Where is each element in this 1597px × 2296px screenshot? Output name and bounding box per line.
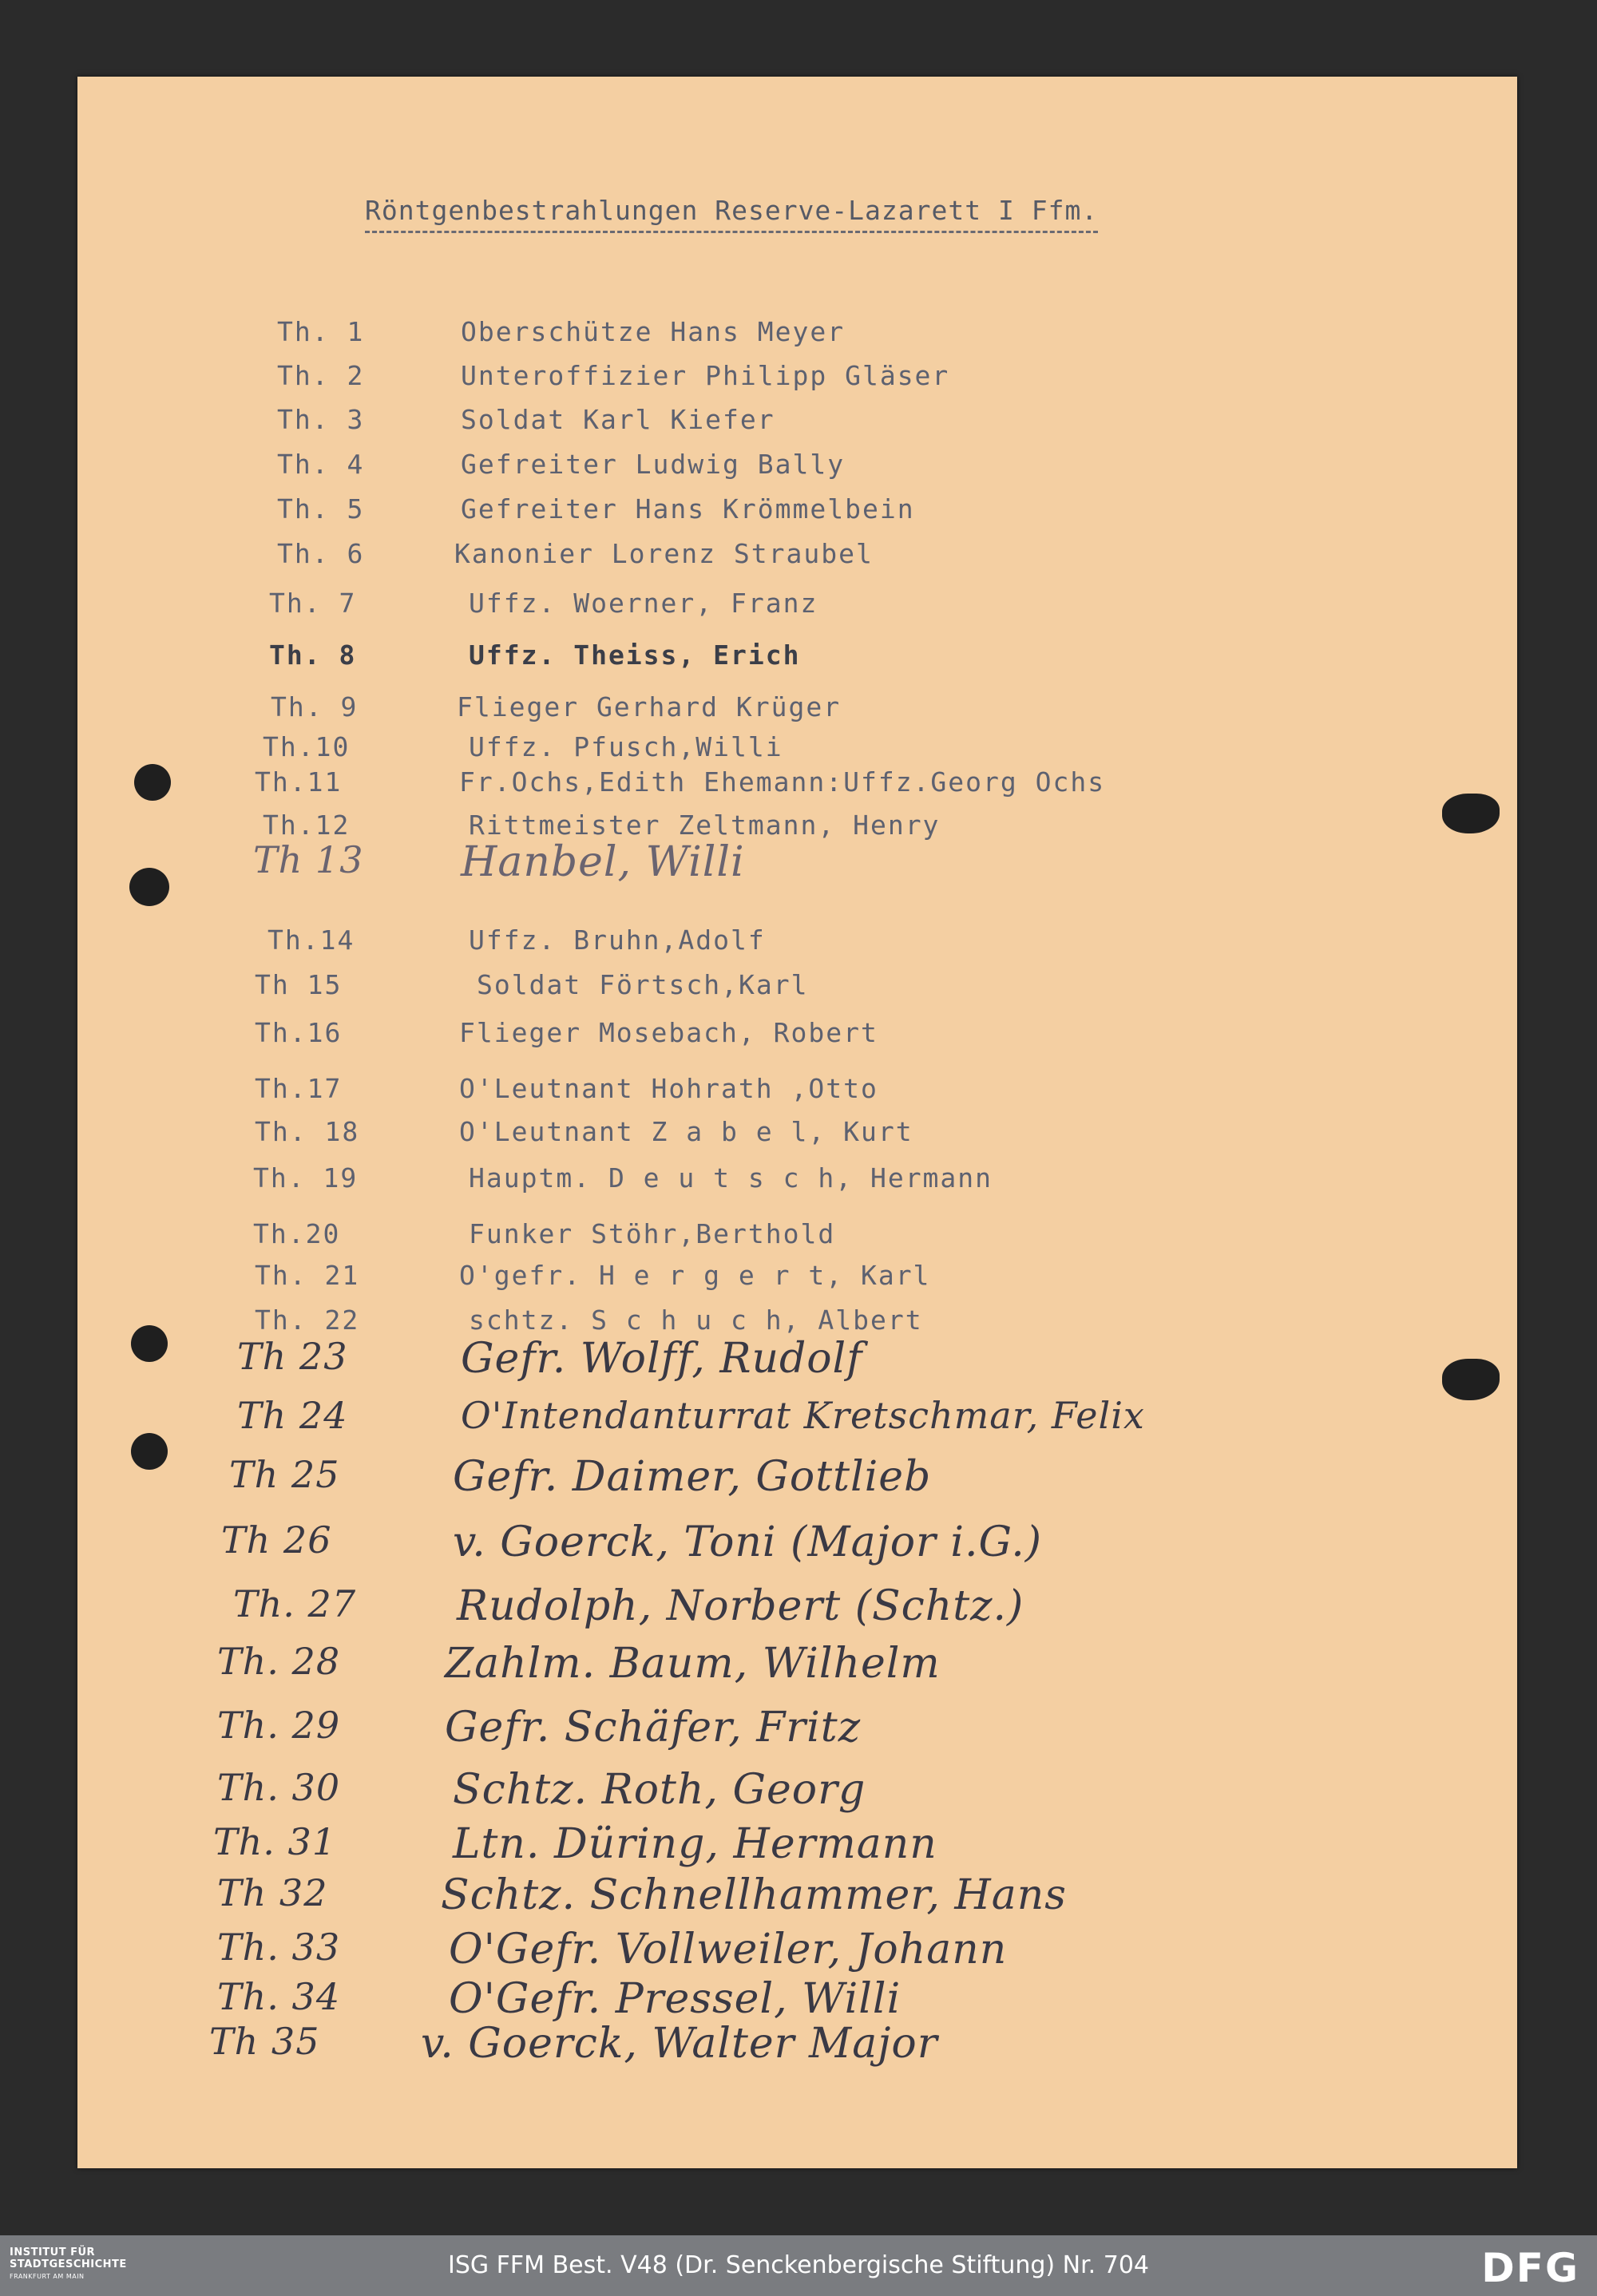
entry-number: Th. 4 bbox=[277, 449, 365, 480]
entry-number: Th. 5 bbox=[277, 493, 365, 525]
entry-name: Flieger Mosebach, Robert bbox=[459, 1017, 878, 1048]
entry-name: O'Leutnant Z a b e l, Kurt bbox=[459, 1116, 913, 1147]
entry-name: Rittmeister Zeltmann, Henry bbox=[469, 810, 941, 841]
entry-name: Gefr. Schäfer, Fritz bbox=[445, 1704, 862, 1752]
punch-hole bbox=[1442, 794, 1500, 833]
entry-number: Th 15 bbox=[255, 969, 343, 1000]
punch-hole bbox=[129, 868, 169, 906]
entry-number: Th. 19 bbox=[253, 1162, 359, 1194]
entry-name: Fr.Ochs,Edith Ehemann:Uffz.Georg Ochs bbox=[459, 766, 1106, 798]
entry-number: Th.20 bbox=[253, 1218, 341, 1249]
entry-number: Th. 9 bbox=[271, 691, 359, 722]
entry-number: Th. 22 bbox=[255, 1304, 360, 1336]
entry-name: schtz. S c h u c h, Albert bbox=[469, 1304, 923, 1336]
entry-number: Th. 21 bbox=[255, 1260, 360, 1291]
entry-name: Uffz. Woerner, Franz bbox=[469, 588, 818, 619]
entry-number: Th 25 bbox=[229, 1453, 340, 1496]
entry-name: Zahlm. Baum, Wilhelm bbox=[445, 1640, 941, 1688]
document-title: Röntgenbestrahlungen Reserve-Lazarett I Ffm. bbox=[365, 195, 1098, 233]
entry-name: Gefreiter Hans Krömmelbein bbox=[461, 493, 915, 525]
entry-number: Th 35 bbox=[209, 2020, 320, 2063]
entry-number: Th 26 bbox=[221, 1518, 332, 1562]
entry-number: Th. 1 bbox=[277, 316, 365, 347]
entry-number: Th. 27 bbox=[233, 1582, 357, 1625]
punch-hole bbox=[131, 1325, 168, 1362]
dfg-logo: DFG bbox=[1481, 2245, 1579, 2291]
entry-name: Hauptm. D e u t s c h, Hermann bbox=[469, 1162, 993, 1194]
entry-name: O'Gefr. Pressel, Willi bbox=[449, 1975, 902, 2023]
entry-name: Gefr. Wolff, Rudolf bbox=[461, 1335, 863, 1383]
entry-name: Schtz. Roth, Georg bbox=[453, 1766, 866, 1814]
institution-line: INSTITUT FÜR bbox=[10, 2247, 96, 2258]
entry-number: Th. 31 bbox=[213, 1820, 337, 1863]
entry-number: Th. 2 bbox=[277, 360, 365, 391]
entry-name: v. Goerck, Toni (Major i.G.) bbox=[453, 1518, 1043, 1566]
entry-name: Kanonier Lorenz Straubel bbox=[454, 538, 874, 569]
entry-number: Th.14 bbox=[267, 924, 355, 956]
entry-name: Unteroffizier Philipp Gläser bbox=[461, 360, 950, 391]
entry-name: Uffz. Pfusch,Willi bbox=[469, 731, 783, 762]
entry-number: Th.11 bbox=[255, 766, 343, 798]
entry-name: Gefreiter Ludwig Bally bbox=[461, 449, 846, 480]
document-page bbox=[77, 77, 1517, 2168]
entry-name: Soldat Karl Kiefer bbox=[461, 404, 775, 435]
punch-hole bbox=[131, 1433, 168, 1470]
entry-number: Th. 30 bbox=[217, 1766, 341, 1809]
entry-name: Hanbel, Willi bbox=[461, 838, 745, 886]
entry-name: O'Intendanturrat Kretschmar, Felix bbox=[461, 1394, 1145, 1437]
entry-name: Soldat Förtsch,Karl bbox=[477, 969, 809, 1000]
entry-number: Th. 34 bbox=[217, 1975, 341, 2018]
entry-name: O'Gefr. Vollweiler, Johann bbox=[449, 1926, 1008, 1973]
entry-name: Oberschütze Hans Meyer bbox=[461, 316, 846, 347]
institution-line: STADTGESCHICHTE bbox=[10, 2258, 127, 2270]
entry-name: v. Goerck, Walter Major bbox=[421, 2020, 938, 2068]
entry-number: Th 32 bbox=[217, 1871, 328, 1914]
archive-caption: ISG FFM Best. V48 (Dr. Senckenbergische Stiftung) Nr. 704 bbox=[448, 2251, 1149, 2279]
entry-number: Th 23 bbox=[237, 1335, 348, 1378]
entry-number: Th.17 bbox=[255, 1073, 343, 1104]
entry-number: Th. 29 bbox=[217, 1704, 341, 1747]
entry-name: Schtz. Schnellhammer, Hans bbox=[441, 1871, 1067, 1919]
entry-number: Th. 6 bbox=[277, 538, 365, 569]
entry-number: Th 13 bbox=[253, 838, 364, 881]
entry-number: Th. 18 bbox=[255, 1116, 360, 1147]
entry-name: Flieger Gerhard Krüger bbox=[457, 691, 842, 722]
entry-number: Th.10 bbox=[263, 731, 351, 762]
entry-number: Th.16 bbox=[255, 1017, 343, 1048]
entry-name: Ltn. Düring, Hermann bbox=[453, 1820, 937, 1868]
entry-name: Rudolph, Norbert (Schtz.) bbox=[457, 1582, 1024, 1630]
entry-number: Th. 33 bbox=[217, 1926, 341, 1969]
entry-number: Th. 3 bbox=[277, 404, 365, 435]
entry-name: Uffz. Theiss, Erich bbox=[469, 639, 801, 671]
entry-number: Th. 7 bbox=[269, 588, 357, 619]
institution-subline: FRANKFURT AM MAIN bbox=[10, 2273, 85, 2280]
entry-name: Funker Stöhr,Berthold bbox=[469, 1218, 836, 1249]
entry-number: Th. 8 bbox=[269, 639, 357, 671]
entry-name: O'gefr. H e r g e r t, Karl bbox=[459, 1260, 931, 1291]
entry-number: Th 24 bbox=[237, 1394, 348, 1437]
archive-footer bbox=[0, 2235, 1597, 2296]
entry-name: O'Leutnant Hohrath ,Otto bbox=[459, 1073, 878, 1104]
punch-hole bbox=[134, 764, 171, 801]
punch-hole bbox=[1442, 1359, 1500, 1400]
entry-name: Gefr. Daimer, Gottlieb bbox=[453, 1453, 932, 1501]
entry-number: Th. 28 bbox=[217, 1640, 341, 1683]
entry-name: Uffz. Bruhn,Adolf bbox=[469, 924, 766, 956]
entry-number: Th.12 bbox=[263, 810, 351, 841]
